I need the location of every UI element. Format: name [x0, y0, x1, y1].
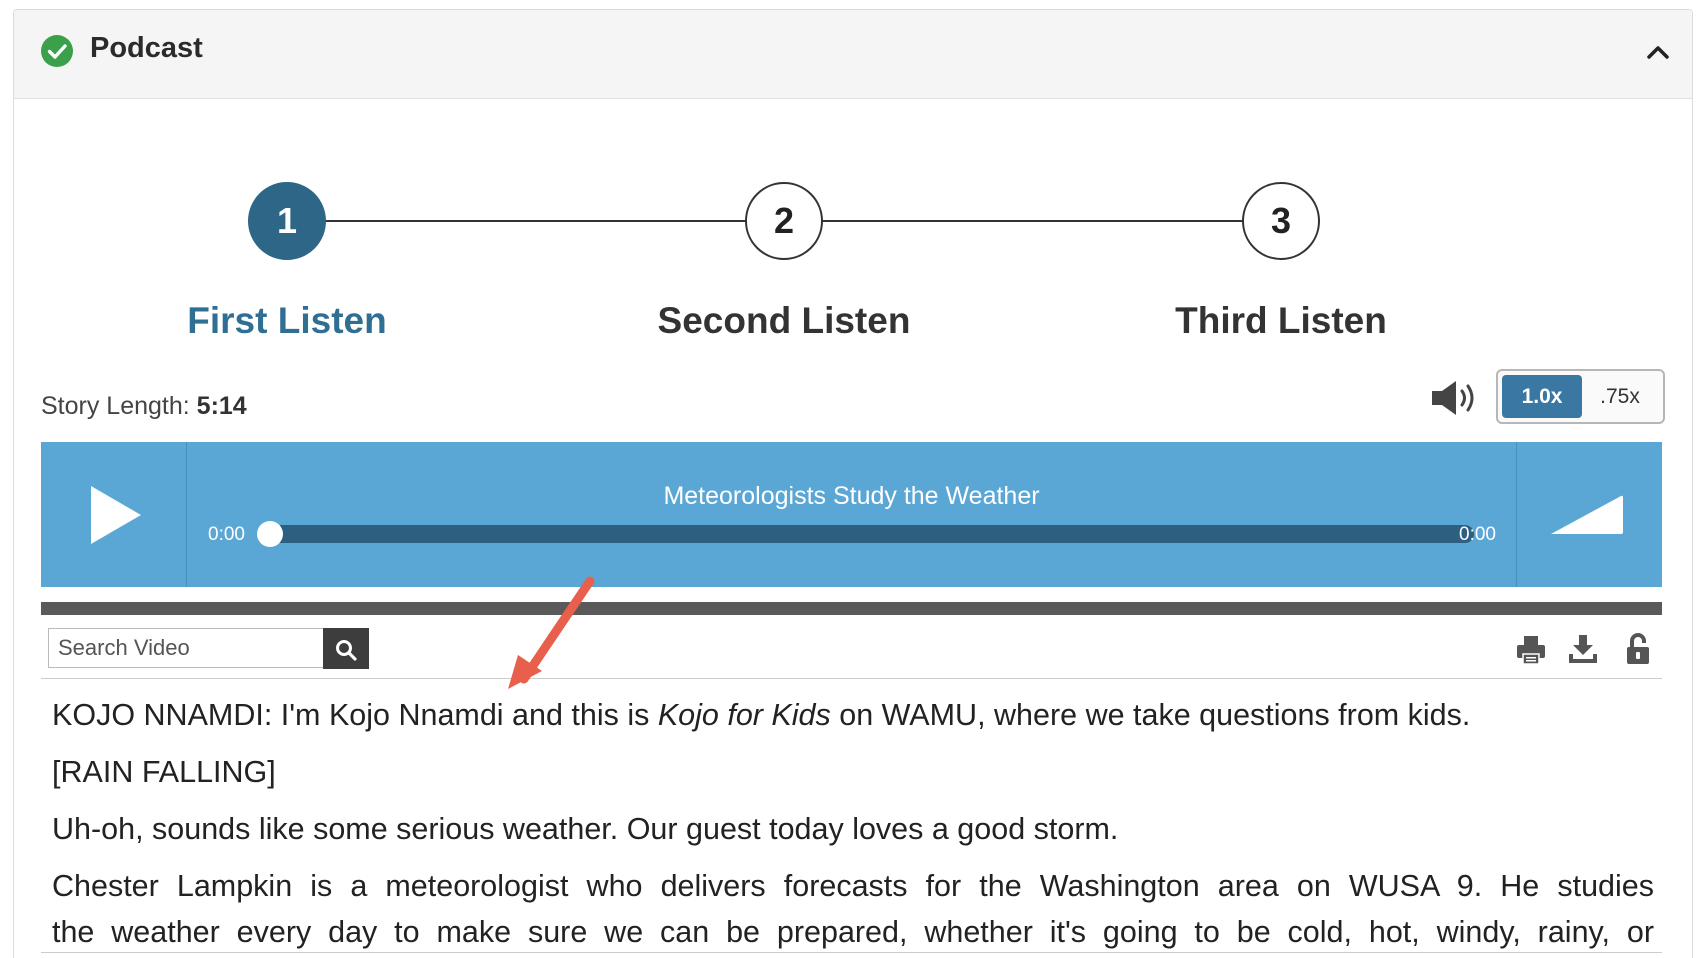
speed-1x-button[interactable]: 1.0x: [1502, 375, 1582, 418]
download-icon[interactable]: [1567, 632, 1599, 666]
transcript-paragraph-line: the weather every day to make sure we can be prepared, whether it's going to be cold, hot, windy, rainy, or: [52, 915, 1654, 949]
story-length: [41, 392, 247, 421]
transcript-paragraph-line: Chester Lampkin is a meteorologist who delivers forecasts for the Washington area on WUSA 9. He studies: [52, 869, 1654, 903]
progress-knob[interactable]: [257, 521, 283, 547]
transcript-paragraph: [RAIN FALLING]: [52, 755, 276, 789]
play-button[interactable]: [41, 442, 187, 587]
search-button[interactable]: [323, 628, 369, 669]
play-icon: [89, 484, 143, 546]
track-title: Meteorologists Study the Weather: [663, 482, 1040, 510]
unlock-icon[interactable]: [1622, 632, 1654, 666]
transcript-paragraph: Uh-oh, sounds like some serious weather. Our guest today loves a good storm.: [52, 812, 1119, 846]
step-1-circle[interactable]: 1: [248, 182, 326, 260]
volume-control[interactable]: [1516, 442, 1662, 587]
transcript-top-border: [41, 678, 1662, 679]
volume-level-icon: [1549, 494, 1625, 536]
speaker-icon[interactable]: [1430, 378, 1482, 418]
panel-header[interactable]: [14, 10, 1692, 99]
step-connector: [324, 220, 746, 222]
check-circle-icon: [40, 34, 74, 68]
speed-075x-button[interactable]: .75x: [1600, 384, 1640, 408]
time-elapsed: 0:00: [208, 524, 245, 545]
player-divider: [41, 602, 1662, 615]
chevron-up-icon[interactable]: [1646, 40, 1670, 64]
print-icon[interactable]: [1515, 632, 1547, 666]
step-2-label[interactable]: Second Listen: [657, 300, 911, 341]
step-1-label[interactable]: First Listen: [187, 300, 387, 341]
step-connector: [822, 220, 1244, 222]
story-length-value: 5:14: [196, 392, 247, 420]
step-2-circle[interactable]: 2: [745, 182, 823, 260]
audio-player: [41, 442, 1662, 587]
search-input[interactable]: [48, 628, 324, 668]
step-3-circle[interactable]: 3: [1242, 182, 1320, 260]
transcript-paragraph: KOJO NNAMDI: I'm Kojo Nnamdi and this is Kojo for Kids on WAMU, where we take questions from kids.: [52, 698, 1471, 732]
transcript-bottom-border: [41, 952, 1662, 953]
speed-selector: [1496, 369, 1665, 424]
story-length-label: Story Length:: [41, 392, 190, 420]
show-title: Kojo for Kids: [657, 698, 831, 732]
search-icon: [335, 639, 357, 661]
time-total: 0:00: [1459, 524, 1496, 545]
panel-title: Podcast: [90, 32, 203, 64]
step-3-label[interactable]: Third Listen: [1175, 300, 1387, 341]
transcript: [52, 692, 1654, 955]
progress-bar[interactable]: [266, 525, 1474, 543]
